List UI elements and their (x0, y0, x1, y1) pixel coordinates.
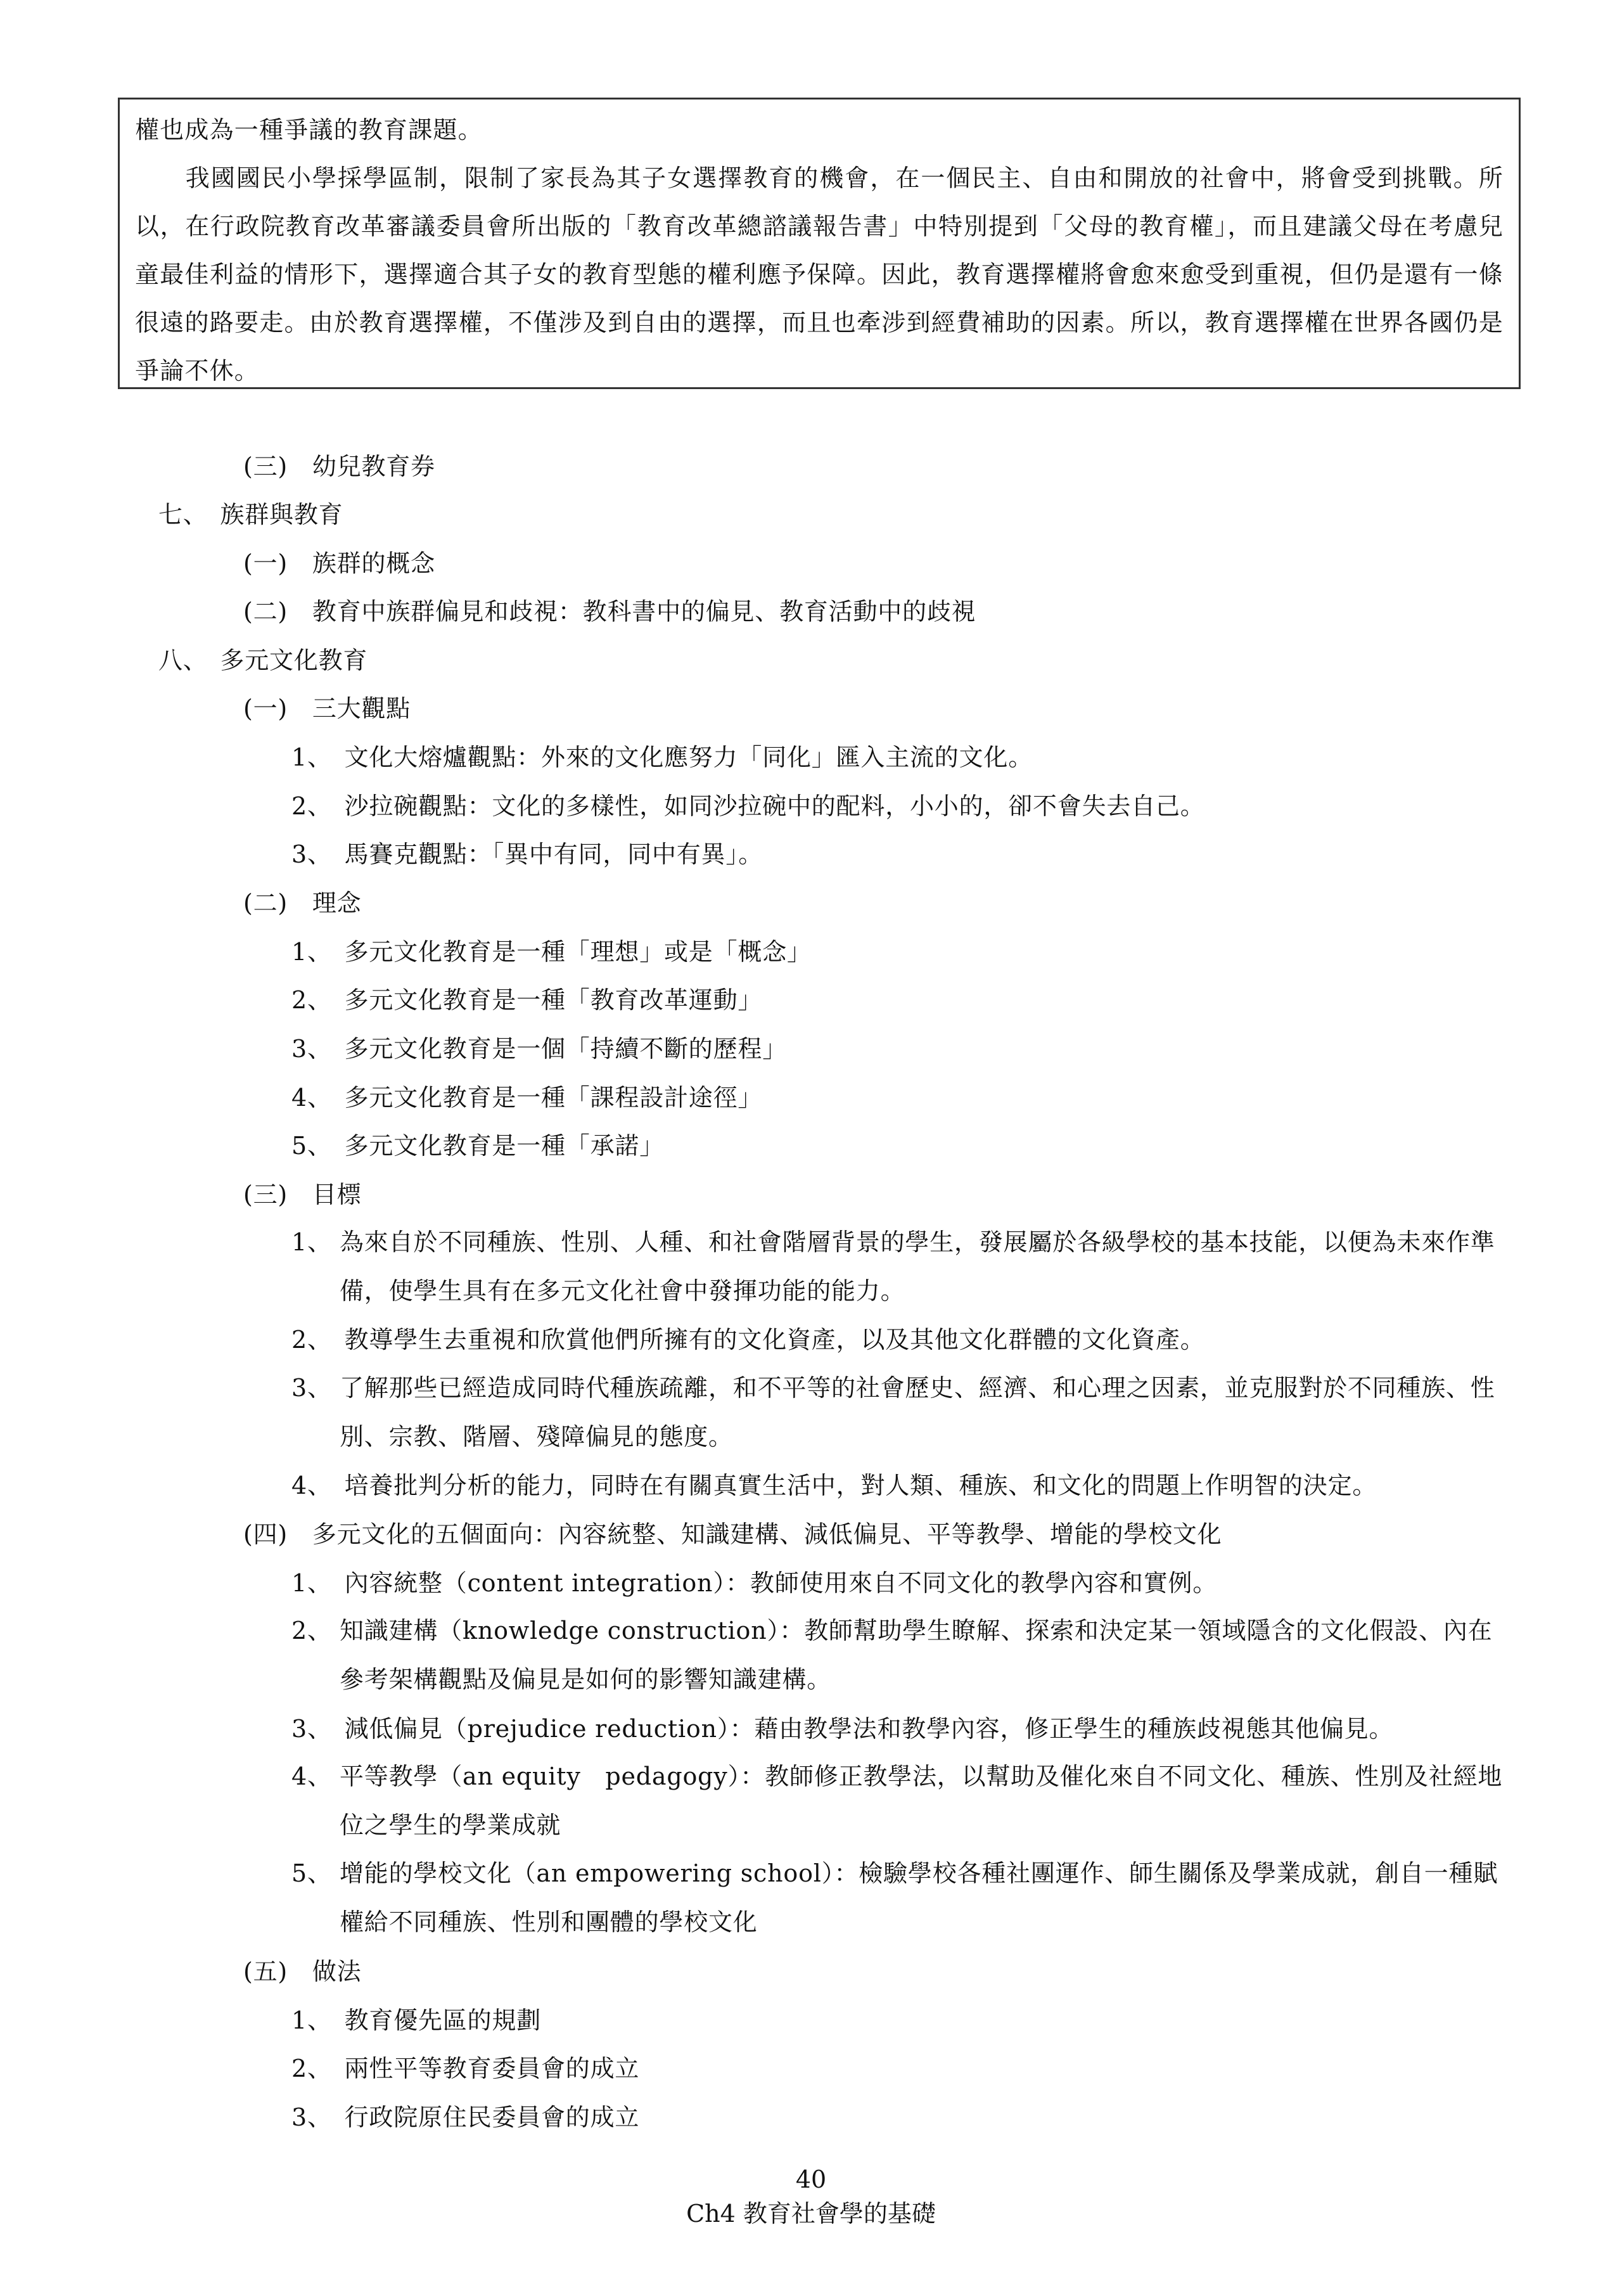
list-item: 2、 知識建構（knowledge construction）：教師幫助學生瞭解、探索和決定某一領域隱含的文化假設、內在參考架構觀點及偏見是如何的影響知識建構。 (291, 1617, 1493, 1693)
list-item: 1、 為來自於不同種族、性別、人種、和社會階層背景的學生，發展屬於各級學校的基本技能，以便為未來作準備，使學生具有在多元文化社會中發揮功能的能力。 (291, 1228, 1495, 1305)
list-item: 4、 平等教學（an equity pedagogy）：教師修正教學法，以幫助及催化來自不同文化、種族、性別及社經地位之學生的學業成就 (291, 1762, 1503, 1839)
list-item: 3、 多元文化教育是一個「持續不斷的歷程」 (291, 1035, 787, 1063)
boxed-note (118, 98, 1521, 389)
list-item: 2、 兩性平等教育委員會的成立 (291, 2055, 640, 2082)
box-paragraph-1: 權也成為一種爭議的教育課題。 (135, 116, 483, 144)
list-item: 1、 文化大熔爐觀點：外來的文化應努力「同化」匯入主流的文化。 (291, 743, 1033, 771)
page-number: 40 (795, 2165, 827, 2193)
outline-heading-5: (五) 做法 (243, 1958, 362, 1985)
list-item: 4、 多元文化教育是一種「課程設計途徑」 (291, 1084, 763, 1112)
outline-heading-2: (二) 教育中族群偏見和歧視：教科書中的偏見、教育活動中的歧視 (243, 598, 976, 625)
section-heading-8: 八、 多元文化教育 (158, 646, 368, 674)
chapter-footer: Ch4 教育社會學的基礎 (686, 2200, 936, 2228)
outline-heading-1: (一) 族群的概念 (243, 549, 435, 577)
list-item: 3、 了解那些已經造成同時代種族疏離，和不平等的社會歷史、經濟、和心理之因素，並克服對於不同種族、性別、宗教、階層、殘障偏見的態度。 (291, 1374, 1495, 1451)
list-item: 1、 教育優先區的規劃 (291, 2006, 541, 2034)
list-item: 1、 內容統整（content integration）：教師使用來自不同文化的教學內容和實例。 (291, 1569, 1218, 1597)
list-item: 3、 馬賽克觀點：「異中有同，同中有異」。 (291, 840, 763, 868)
box-paragraph-2: 我國國民小學採學區制，限制了家長為其子女選擇教育的機會，在一個民主、自由和開放的社會中，將會受到挑戰。所以，在行政院教育改革審議委員會所出版的「教育改革總諮議報告書」中特別提到「父母的教育權」，而且建議父母在考慮兒童最佳利益的情形下，選擇適合其子女的教育型態的權利應予保障。因此，教育選擇權將會愈來愈受到重視，但仍是還有一條很遠的路要走。由於教育選擇權，不僅涉及到自由的選擇，而且也牽涉到經費補助的因素。所以，教育選擇權在世界各國仍是爭論不休。 (135, 164, 1504, 385)
list-item: 4、 培養批判分析的能力，同時在有關真實生活中，對人類、種族、和文化的問題上作明智的決定。 (291, 1472, 1377, 1499)
list-item: 2、 沙拉碗觀點：文化的多樣性，如同沙拉碗中的配料，小小的，卻不會失去自己。 (291, 792, 1205, 820)
list-item: 2、 教導學生去重視和欣賞他們所擁有的文化資產，以及其他文化群體的文化資產。 (291, 1326, 1205, 1354)
outline-heading-1: (一) 三大觀點 (243, 695, 411, 722)
list-item: 3、 行政院原住民委員會的成立 (291, 2103, 640, 2131)
list-item: 3、 減低偏見（prejudice reduction）：藉由教學法和教學內容，修正學生的種族歧視態其他偏見。 (291, 1715, 1394, 1743)
section-heading-7: 七、 族群與教育 (158, 501, 343, 529)
outline-heading-4: (四) 多元文化的五個面向：內容統整、知識建構、減低偏見、平等教學、增能的學校文化 (243, 1520, 1222, 1548)
outline-heading-3: (三) 幼兒教育券 (243, 452, 435, 480)
outline-heading-2: (二) 理念 (243, 889, 362, 917)
list-item: 5、 增能的學校文化（an empowering school）：檢驗學校各種社團運作、師生關係及學業成就，創自一種賦權給不同種族、性別和團體的學校文化 (291, 1859, 1498, 1936)
list-item: 1、 多元文化教育是一種「理想」或是「概念」 (291, 938, 812, 966)
list-item: 2、 多元文化教育是一種「教育改革運動」 (291, 986, 763, 1014)
list-item: 5、 多元文化教育是一種「承諾」 (291, 1132, 664, 1160)
outline-heading-3: (三) 目標 (243, 1181, 362, 1209)
